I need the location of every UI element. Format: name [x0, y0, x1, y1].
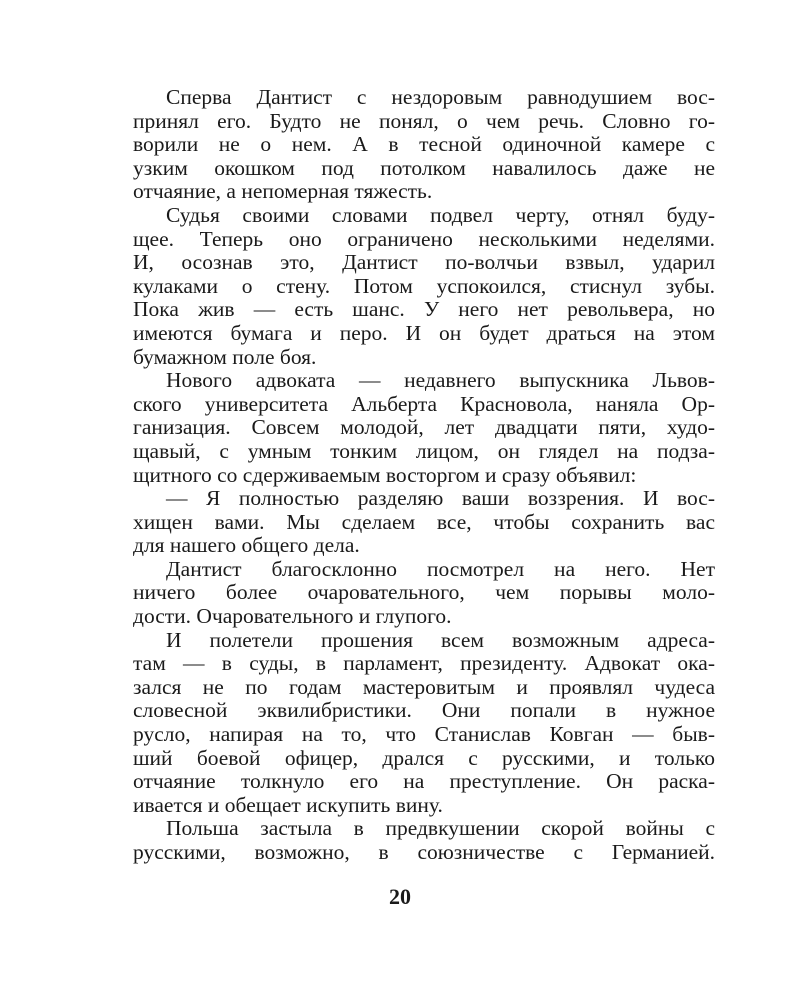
- text-line: щее. Теперь оно ограничено несколькими неделями.: [133, 226, 715, 251]
- paragraph: [133, 204, 715, 369]
- text-line: Дантист благосклонно посмотрел на него. Нет: [166, 556, 715, 581]
- text-line: Нового адвоката — недавнего выпускника Львов-: [166, 368, 715, 393]
- text-line: дости. Очаровательного и глупого.: [133, 604, 452, 629]
- page-number: 20: [389, 884, 411, 909]
- text-line: имеются бумага и перо. И он будет драться на этом: [133, 320, 715, 345]
- text-line: там — в суды, в парламент, президенту. Адвокат ока-: [133, 651, 715, 676]
- text-line: ивается и обещает искупить вину.: [133, 792, 443, 817]
- paragraph: [133, 817, 715, 864]
- text-line: щавый, с умным тонким лицом, он глядел на подза-: [133, 438, 715, 463]
- text-line: принял его. Будто не понял, о чем речь. Словно го-: [133, 108, 715, 133]
- text-line: Сперва Дантист с нездоровым равнодушием вос-: [166, 85, 715, 109]
- paragraph: [133, 86, 715, 204]
- paragraph: [133, 487, 715, 558]
- text-line: отчаяние толкнуло его на преступление. Он раска-: [133, 769, 715, 794]
- text-line: для нашего общего дела.: [133, 533, 360, 558]
- text-line: отчаяние, а непомерная тяжесть.: [133, 179, 433, 204]
- text-line: Судья своими словами подвел черту, отнял буду-: [166, 202, 715, 227]
- text-line: словесной эквилибристики. Они попали в нужное: [133, 698, 715, 723]
- paragraph: [133, 369, 715, 487]
- text-line: ший боевой офицер, дрался с русскими, и только: [133, 745, 715, 770]
- text-line: щитного со сдерживаемым восторгом и сразу объявил:: [133, 462, 637, 487]
- text-line: русло, напирая на то, что Станислав Ковган — быв-: [133, 722, 715, 747]
- text-line: ского университета Альберта Красновола, наняла Ор-: [133, 391, 715, 416]
- text-line: узким окошком под потолком навалилось даже не: [133, 155, 715, 180]
- body-text: [133, 86, 715, 865]
- text-line: ганизация. Совсем молодой, лет двадцати пяти, худо-: [133, 415, 715, 440]
- paragraph: [133, 558, 715, 629]
- text-line: бумажном поле боя.: [133, 344, 317, 369]
- text-line: кулаками о стену. Потом успокоился, стиснул зубы.: [133, 273, 715, 298]
- text-line: И полетели прошения всем возможным адреса-: [166, 627, 715, 652]
- text-line: Польша застыла в предвкушении скорой войны с: [166, 816, 715, 841]
- text-line: хищен вами. Мы сделаем все, чтобы сохранить вас: [133, 509, 715, 534]
- text-line: зался не по годам мастеровитым и проявлял чудеса: [133, 674, 715, 699]
- text-line: ничего более очаровательного, чем порывы моло-: [133, 580, 715, 605]
- text-line: — Я полностью разделяю ваши воззрения. И вос-: [166, 486, 715, 511]
- text-line: И, осознав это, Дантист по-волчьи взвыл, ударил: [133, 250, 715, 275]
- paragraph: [133, 629, 715, 818]
- text-line: русскими, возможно, в союзничестве с Германией.: [133, 840, 715, 864]
- text-line: Пока жив — есть шанс. У него нет револьвера, но: [133, 297, 715, 322]
- text-line: ворили не о нем. А в тесной одиночной камере с: [133, 132, 715, 157]
